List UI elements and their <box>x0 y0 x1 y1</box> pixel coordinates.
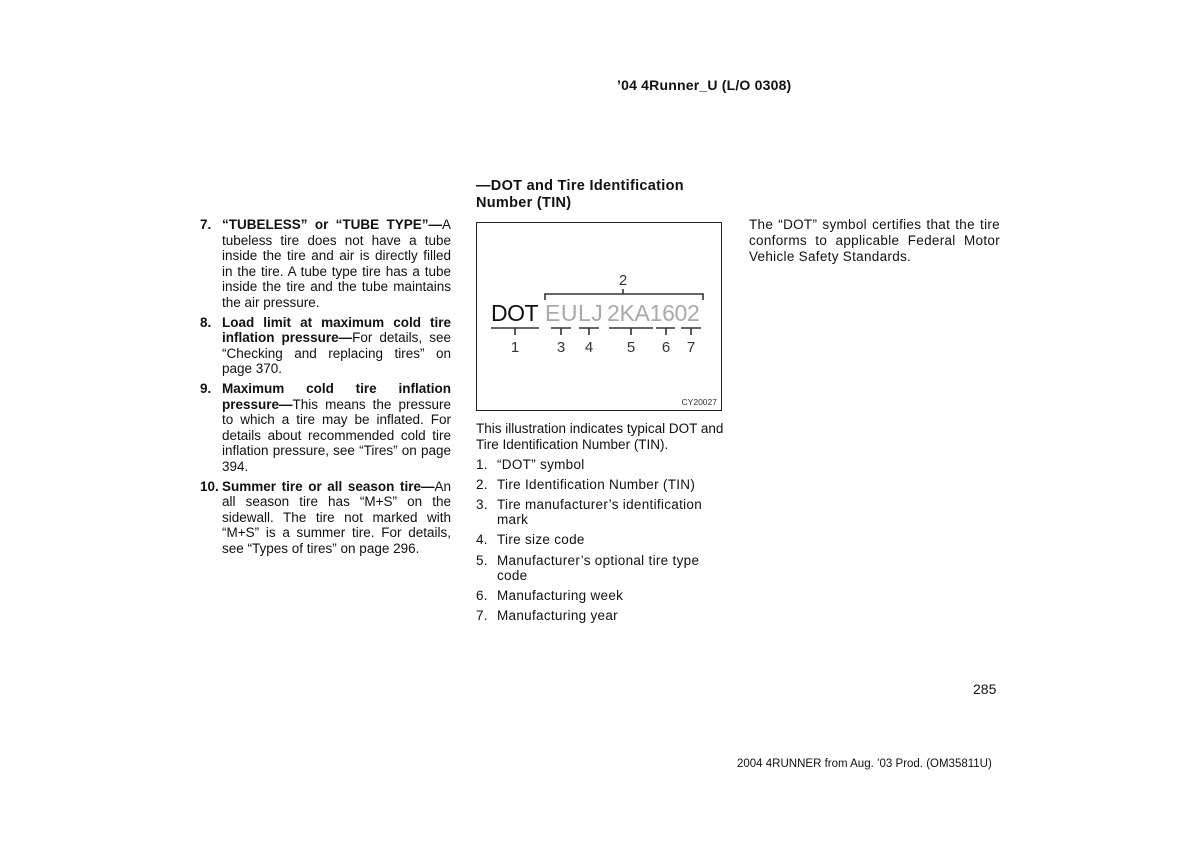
list-item-8 <box>200 315 451 377</box>
label-7: 7 <box>686 339 696 356</box>
tin-legend-list <box>476 457 726 624</box>
item-text <box>222 479 451 557</box>
figure-caption: This illustration indicates typical DOT and Tire Identification Number (TIN). <box>476 421 724 452</box>
list-number: 3. <box>476 496 488 512</box>
list-item <box>476 608 726 624</box>
item-number: 10. <box>200 478 219 494</box>
running-header: ’04 4Runner_U (L/O 0308) <box>617 77 792 93</box>
section-title: —DOT and Tire Identification Number (TIN) <box>476 178 684 211</box>
top-label: 2 <box>618 272 628 289</box>
list-text: Manufacturing week <box>497 588 624 604</box>
list-item <box>476 477 726 493</box>
list-number: 7. <box>476 608 488 624</box>
label-6: 6 <box>661 339 671 356</box>
item-number: 7. <box>200 217 212 232</box>
list-text: “DOT” symbol <box>497 456 585 472</box>
bracket <box>545 289 703 300</box>
list-number: 5. <box>476 552 488 568</box>
list-text: Tire size code <box>497 532 585 548</box>
left-column <box>200 217 451 560</box>
item-number: 9. <box>200 380 212 396</box>
page-footer: 2004 4RUNNER from Aug. ’03 Prod. (OM35811U) <box>737 758 992 770</box>
item-term: “TUBELESS” or “TUBE TYPE”— <box>222 217 442 232</box>
item-description: This means the pressure to which a tire may be inflated. For details about recommended cold tire inflation pressure, see “Tires” on page 394. <box>222 396 451 474</box>
list-number: 6. <box>476 588 488 604</box>
list-number: 2. <box>476 476 488 492</box>
item-description: For details, see “Checking and replacing tires” on page 370. <box>222 330 452 377</box>
code2-text: 2KA1602 <box>607 300 700 326</box>
item-number: 8. <box>200 314 212 330</box>
list-item-7 <box>200 217 451 311</box>
item-description: An all season tire has “M+S” on the sidewall. The tire not marked with “M+S” is a summer tire. For details, see “Types of tires” on page 296. <box>222 478 451 556</box>
code1-text: EULJ <box>545 300 604 326</box>
list-number: 1. <box>476 456 488 472</box>
item-term: Summer tire or all season tire— <box>222 478 435 494</box>
list-item <box>476 532 726 548</box>
label-1: 1 <box>510 339 520 356</box>
page-number: 285 <box>973 681 997 697</box>
list-item <box>476 588 726 604</box>
dot-text: DOT <box>491 300 539 326</box>
item-description: A tubeless tire does not have a tube inside the tire and air is directly filled in the tire. A tube type tire has a tube inside the tire and the tube maintains the air pressure. <box>222 217 451 310</box>
tin-diagram <box>477 223 721 410</box>
figure-id: CY20027 <box>681 397 717 407</box>
list-item-10 <box>200 479 451 557</box>
label-5: 5 <box>626 339 636 356</box>
item-text <box>222 315 451 377</box>
list-text: Manufacturing year <box>497 608 618 624</box>
list-item <box>476 497 726 528</box>
list-text: Tire Identification Number (TIN) <box>497 476 696 492</box>
label-4: 4 <box>584 339 594 356</box>
list-text: Manufacturer’s optional tire type code <box>497 552 700 584</box>
item-term: Maximum cold tire inflation pressure— <box>222 380 451 412</box>
label-3: 3 <box>556 339 566 356</box>
list-number: 4. <box>476 532 488 548</box>
tin-illustration <box>476 222 722 411</box>
item-text <box>222 217 451 311</box>
underline-marks <box>491 328 701 335</box>
middle-column <box>476 178 726 628</box>
list-text: Tire manufacturer’s identification mark <box>497 496 703 528</box>
right-column-text: The “DOT” symbol certifies that the tire conforms to applicable Federal Motor Vehicle Safety Standards. <box>749 217 1000 264</box>
item-term: Load limit at maximum cold tire inflation pressure— <box>222 314 451 346</box>
list-item <box>476 457 726 473</box>
list-item-9 <box>200 381 451 475</box>
list-item <box>476 553 726 584</box>
item-text <box>222 381 451 475</box>
